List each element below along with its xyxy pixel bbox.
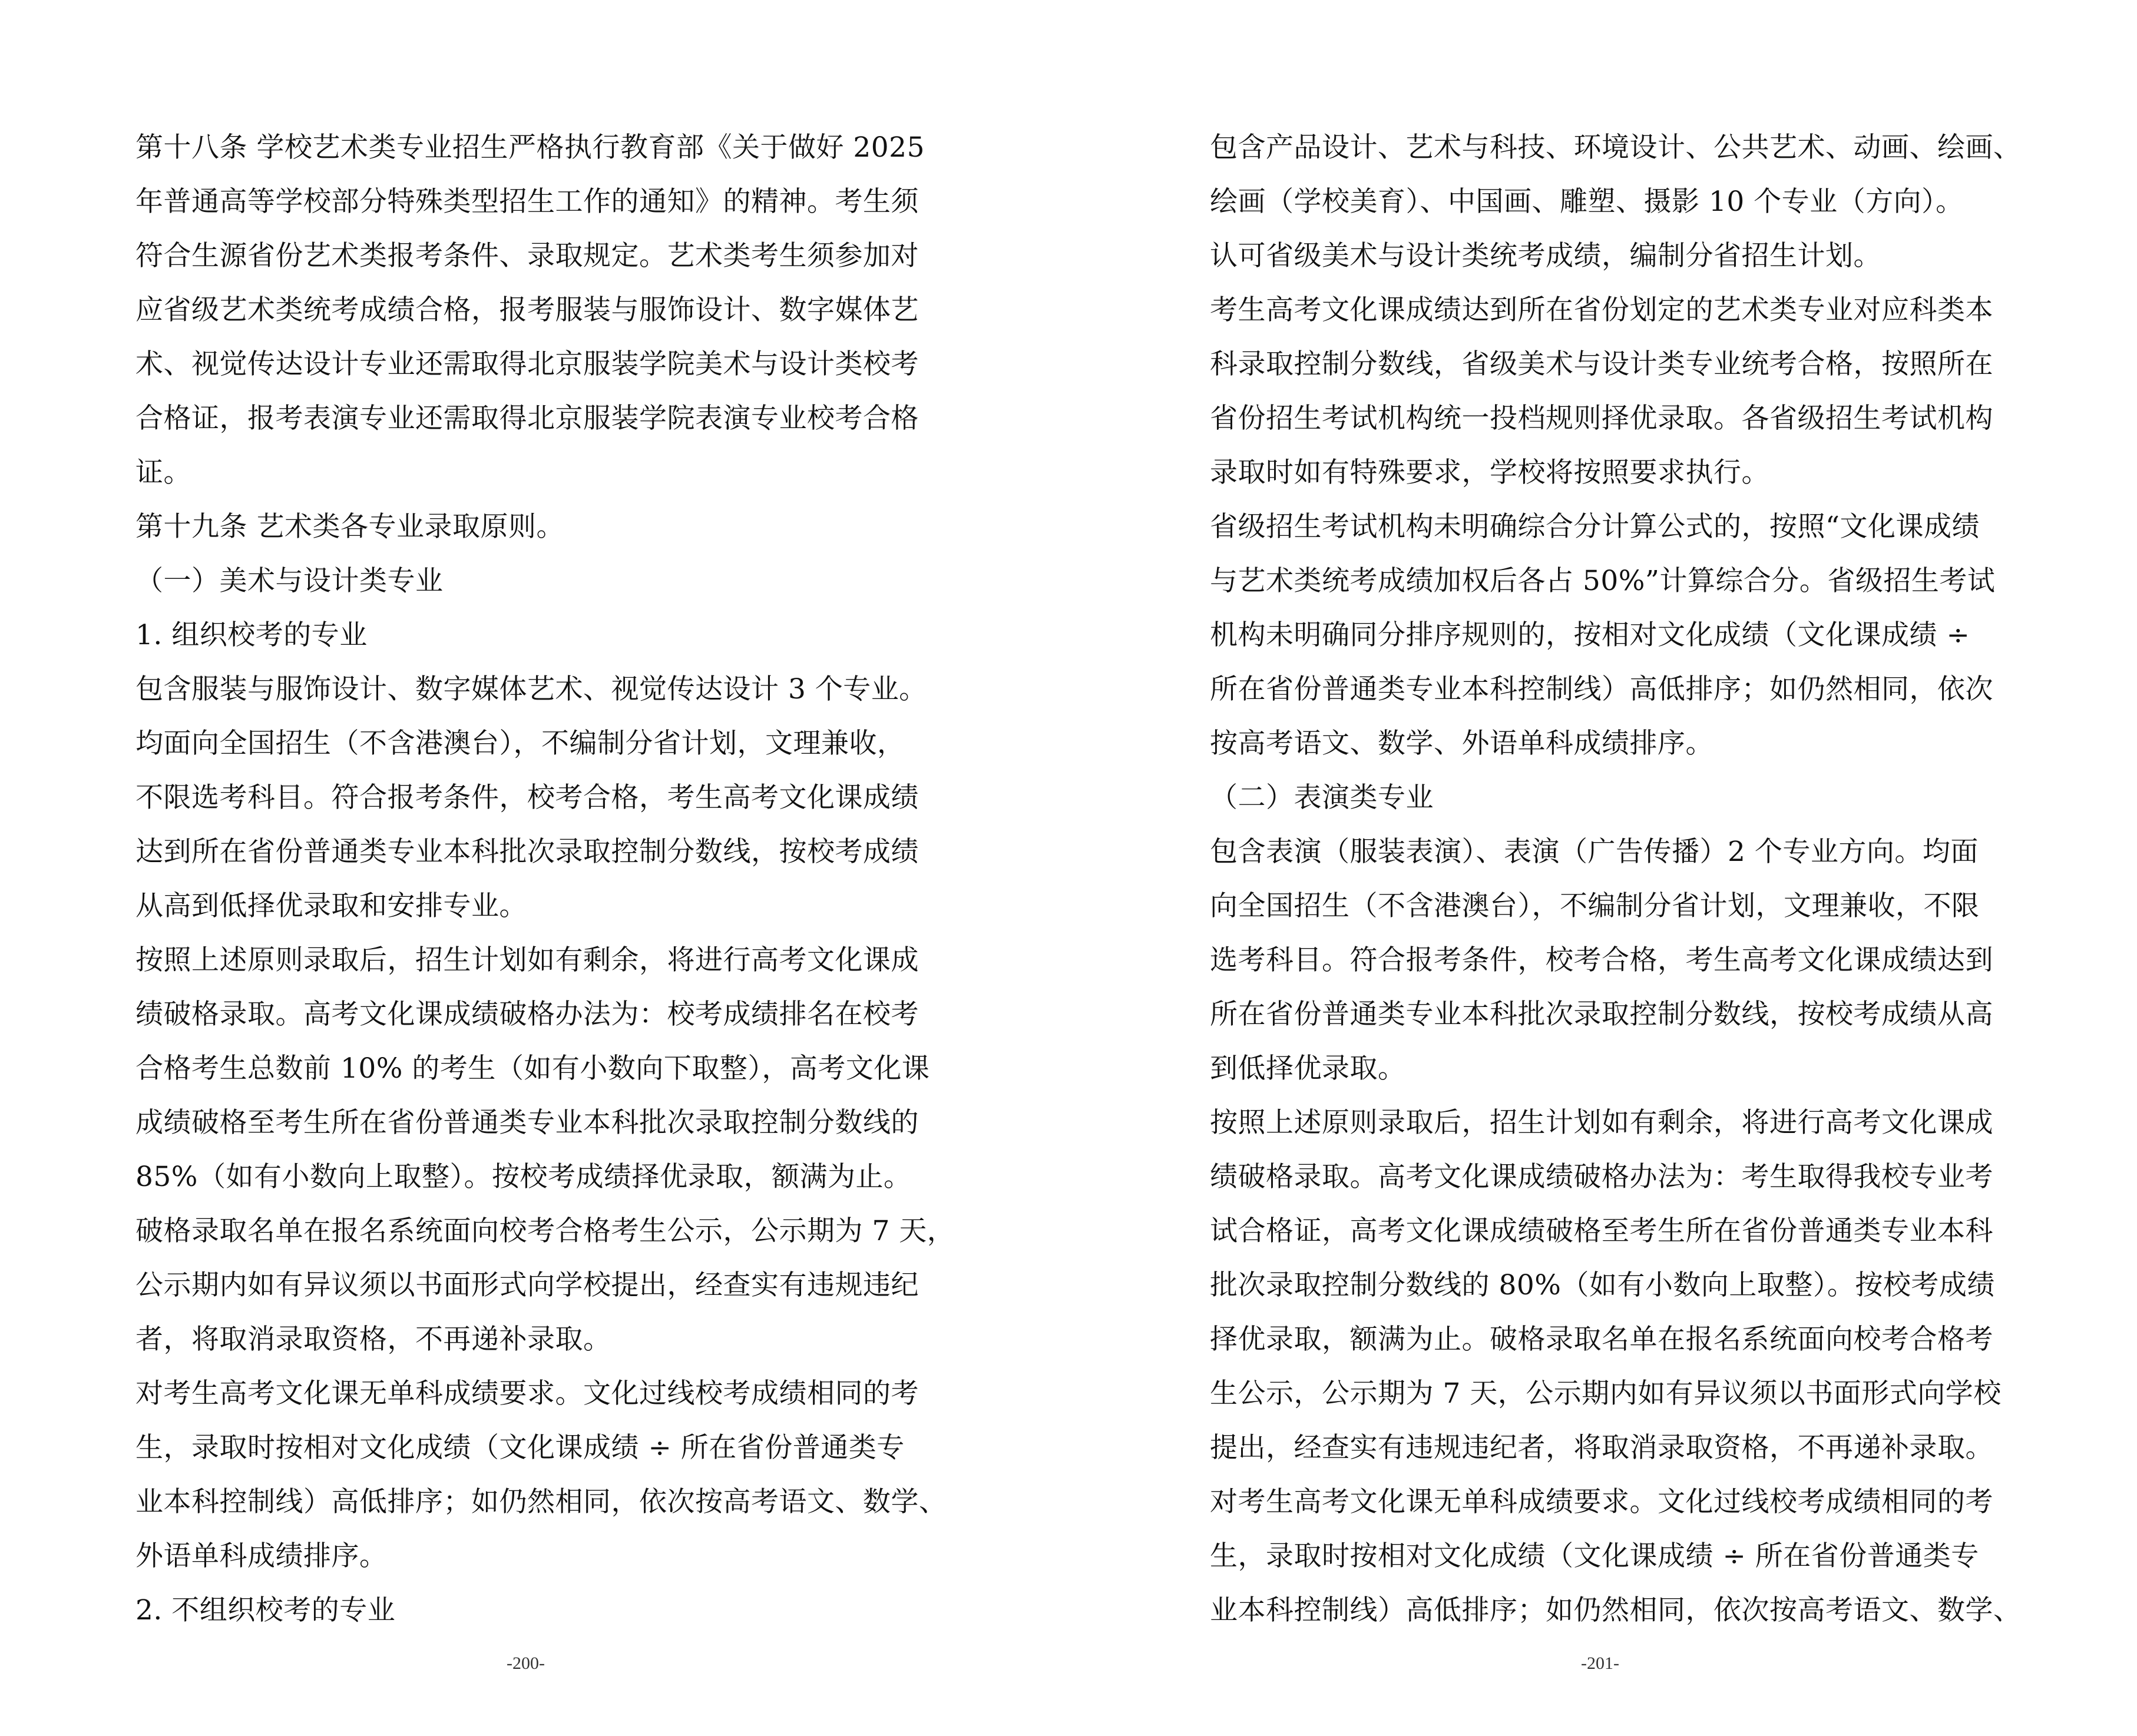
left-page — [0, 0, 1068, 1736]
text-line: 省份招生考试机构统一投档规则择优录取。各省级招生考试机构 — [1210, 402, 1993, 435]
text-line: 按照上述原则录取后，招生计划如有剩余，将进行高考文化课成 — [135, 944, 919, 976]
text-line: 按照上述原则录取后，招生计划如有剩余，将进行高考文化课成 — [1210, 1106, 1993, 1139]
text-line: 机构未明确同分排序规则的，按相对文化成绩（文化课成绩 ÷ — [1210, 619, 1970, 651]
text-line: 合格考生总数前 10% 的考生（如有小数向下取整），高考文化课 — [135, 1052, 930, 1085]
text-line: 从高到低择优录取和安排专业。 — [135, 890, 527, 922]
text-line: 破格录取名单在报名系统面向校考合格考生公示，公示期为 7 天， — [135, 1215, 955, 1247]
text-line: 绘画（学校美育）、中国画、雕塑、摄影 10 个专业（方向）。 — [1210, 185, 1964, 218]
text-line: 绩破格录取。高考文化课成绩破格办法为：校考成绩排名在校考 — [135, 998, 919, 1031]
text-line: 包含表演（服装表演）、表演（广告传播）2 个专业方向。均面 — [1210, 836, 1979, 868]
page-number: -200- — [507, 1654, 545, 1673]
text-line: 业本科控制线）高低排序；如仍然相同，依次按高考语文、数学、 — [1210, 1594, 2022, 1626]
text-line: 合格证，报考表演专业还需取得北京服装学院表演专业校考合格 — [135, 402, 919, 435]
text-line: 对考生高考文化课无单科成绩要求。文化过线校考成绩相同的考 — [1210, 1486, 1993, 1518]
text-line: 考生高考文化课成绩达到所在省份划定的艺术类专业对应科类本 — [1210, 294, 1993, 326]
text-line: 与艺术类统考成绩加权后各占 50%”计算综合分。省级招生考试 — [1210, 565, 1996, 597]
text-line: 年普通高等学校部分特殊类型招生工作的通知》的精神。考生须 — [135, 185, 919, 218]
text-line: 向全国招生（不含港澳台），不编制分省计划，文理兼收，不限 — [1210, 890, 1980, 922]
subsection-heading: 1. 组织校考的专业 — [135, 619, 368, 651]
article-heading: 第十九条 艺术类各专业录取原则。 — [135, 511, 564, 543]
right-page — [1068, 0, 2137, 1736]
text-line: 应省级艺术类统考成绩合格，报考服装与服饰设计、数字媒体艺 — [135, 294, 919, 326]
text-line: 包含服装与服饰设计、数字媒体艺术、视觉传达设计 3 个专业。 — [135, 673, 927, 705]
text-line: 包含产品设计、艺术与科技、环境设计、公共艺术、动画、绘画、 — [1210, 131, 2022, 164]
text-line: 认可省级美术与设计类统考成绩，编制分省招生计划。 — [1210, 240, 1881, 272]
text-line: 到低择优录取。 — [1210, 1052, 1406, 1085]
page-number: -201- — [1581, 1654, 1619, 1673]
text-line: 择优录取，额满为止。破格录取名单在报名系统面向校考合格考 — [1210, 1323, 1993, 1356]
text-line: 85%（如有小数向上取整）。按校考成绩择优录取，额满为止。 — [135, 1161, 912, 1193]
text-line: 录取时如有特殊要求，学校将按照要求执行。 — [1210, 456, 1769, 489]
text-line: 批次录取控制分数线的 80%（如有小数向上取整）。按校考成绩 — [1210, 1269, 1995, 1301]
text-line: 生，录取时按相对文化成绩（文化课成绩 ÷ 所在省份普通类专 — [1210, 1540, 1979, 1572]
text-line: 所在省份普通类专业本科批次录取控制分数线，按校考成绩从高 — [1210, 998, 1993, 1031]
text-line: 按高考语文、数学、外语单科成绩排序。 — [1210, 727, 1713, 760]
text-line: 达到所在省份普通类专业本科批次录取控制分数线，按校考成绩 — [135, 836, 919, 868]
text-line: 公示期内如有异议须以书面形式向学校提出，经查实有违规违纪 — [135, 1269, 919, 1301]
text-line: 不限选考科目。符合报考条件，校考合格，考生高考文化课成绩 — [135, 781, 919, 814]
text-line: 绩破格录取。高考文化课成绩破格办法为：考生取得我校专业考 — [1210, 1161, 1993, 1193]
section-heading: （二）表演类专业 — [1210, 781, 1434, 814]
section-heading: （一）美术与设计类专业 — [135, 565, 444, 597]
text-line: 所在省份普通类专业本科控制线）高低排序；如仍然相同，依次 — [1210, 673, 1993, 705]
subsection-heading: 2. 不组织校考的专业 — [135, 1594, 396, 1626]
text-line: 符合生源省份艺术类报考条件、录取规定。艺术类考生须参加对 — [135, 240, 919, 272]
text-line: 成绩破格至考生所在省份普通类专业本科批次录取控制分数线的 — [135, 1106, 919, 1139]
text-line: 者，将取消录取资格，不再递补录取。 — [135, 1323, 611, 1356]
text-line: 第十八条 学校艺术类专业招生严格执行教育部《关于做好 2025 — [135, 131, 925, 164]
right-page-body — [1210, 121, 2032, 1638]
text-line: 外语单科成绩排序。 — [135, 1540, 388, 1572]
text-line: 科录取控制分数线，省级美术与设计类专业统考合格，按照所在 — [1210, 348, 1993, 380]
text-line: 提出，经查实有违规违纪者，将取消录取资格，不再递补录取。 — [1210, 1432, 1993, 1464]
text-line: 选考科目。符合报考条件，校考合格，考生高考文化课成绩达到 — [1210, 944, 1993, 976]
text-line: 证。 — [135, 456, 191, 489]
left-page-body — [135, 121, 955, 1638]
text-line: 试合格证，高考文化课成绩破格至考生所在省份普通类专业本科 — [1210, 1215, 1993, 1247]
text-line: 均面向全国招生（不含港澳台），不编制分省计划，文理兼收， — [135, 727, 905, 760]
text-line: 省级招生考试机构未明确综合分计算公式的，按照“文化课成绩 — [1210, 511, 1980, 543]
text-line: 术、视觉传达设计专业还需取得北京服装学院美术与设计类校考 — [135, 348, 919, 380]
text-line: 生，录取时按相对文化成绩（文化课成绩 ÷ 所在省份普通类专 — [135, 1432, 905, 1464]
text-line: 对考生高考文化课无单科成绩要求。文化过线校考成绩相同的考 — [135, 1377, 919, 1410]
text-line: 生公示，公示期为 7 天，公示期内如有异议须以书面形式向学校 — [1210, 1377, 2002, 1410]
text-line: 业本科控制线）高低排序；如仍然相同，依次按高考语文、数学、 — [135, 1486, 947, 1518]
